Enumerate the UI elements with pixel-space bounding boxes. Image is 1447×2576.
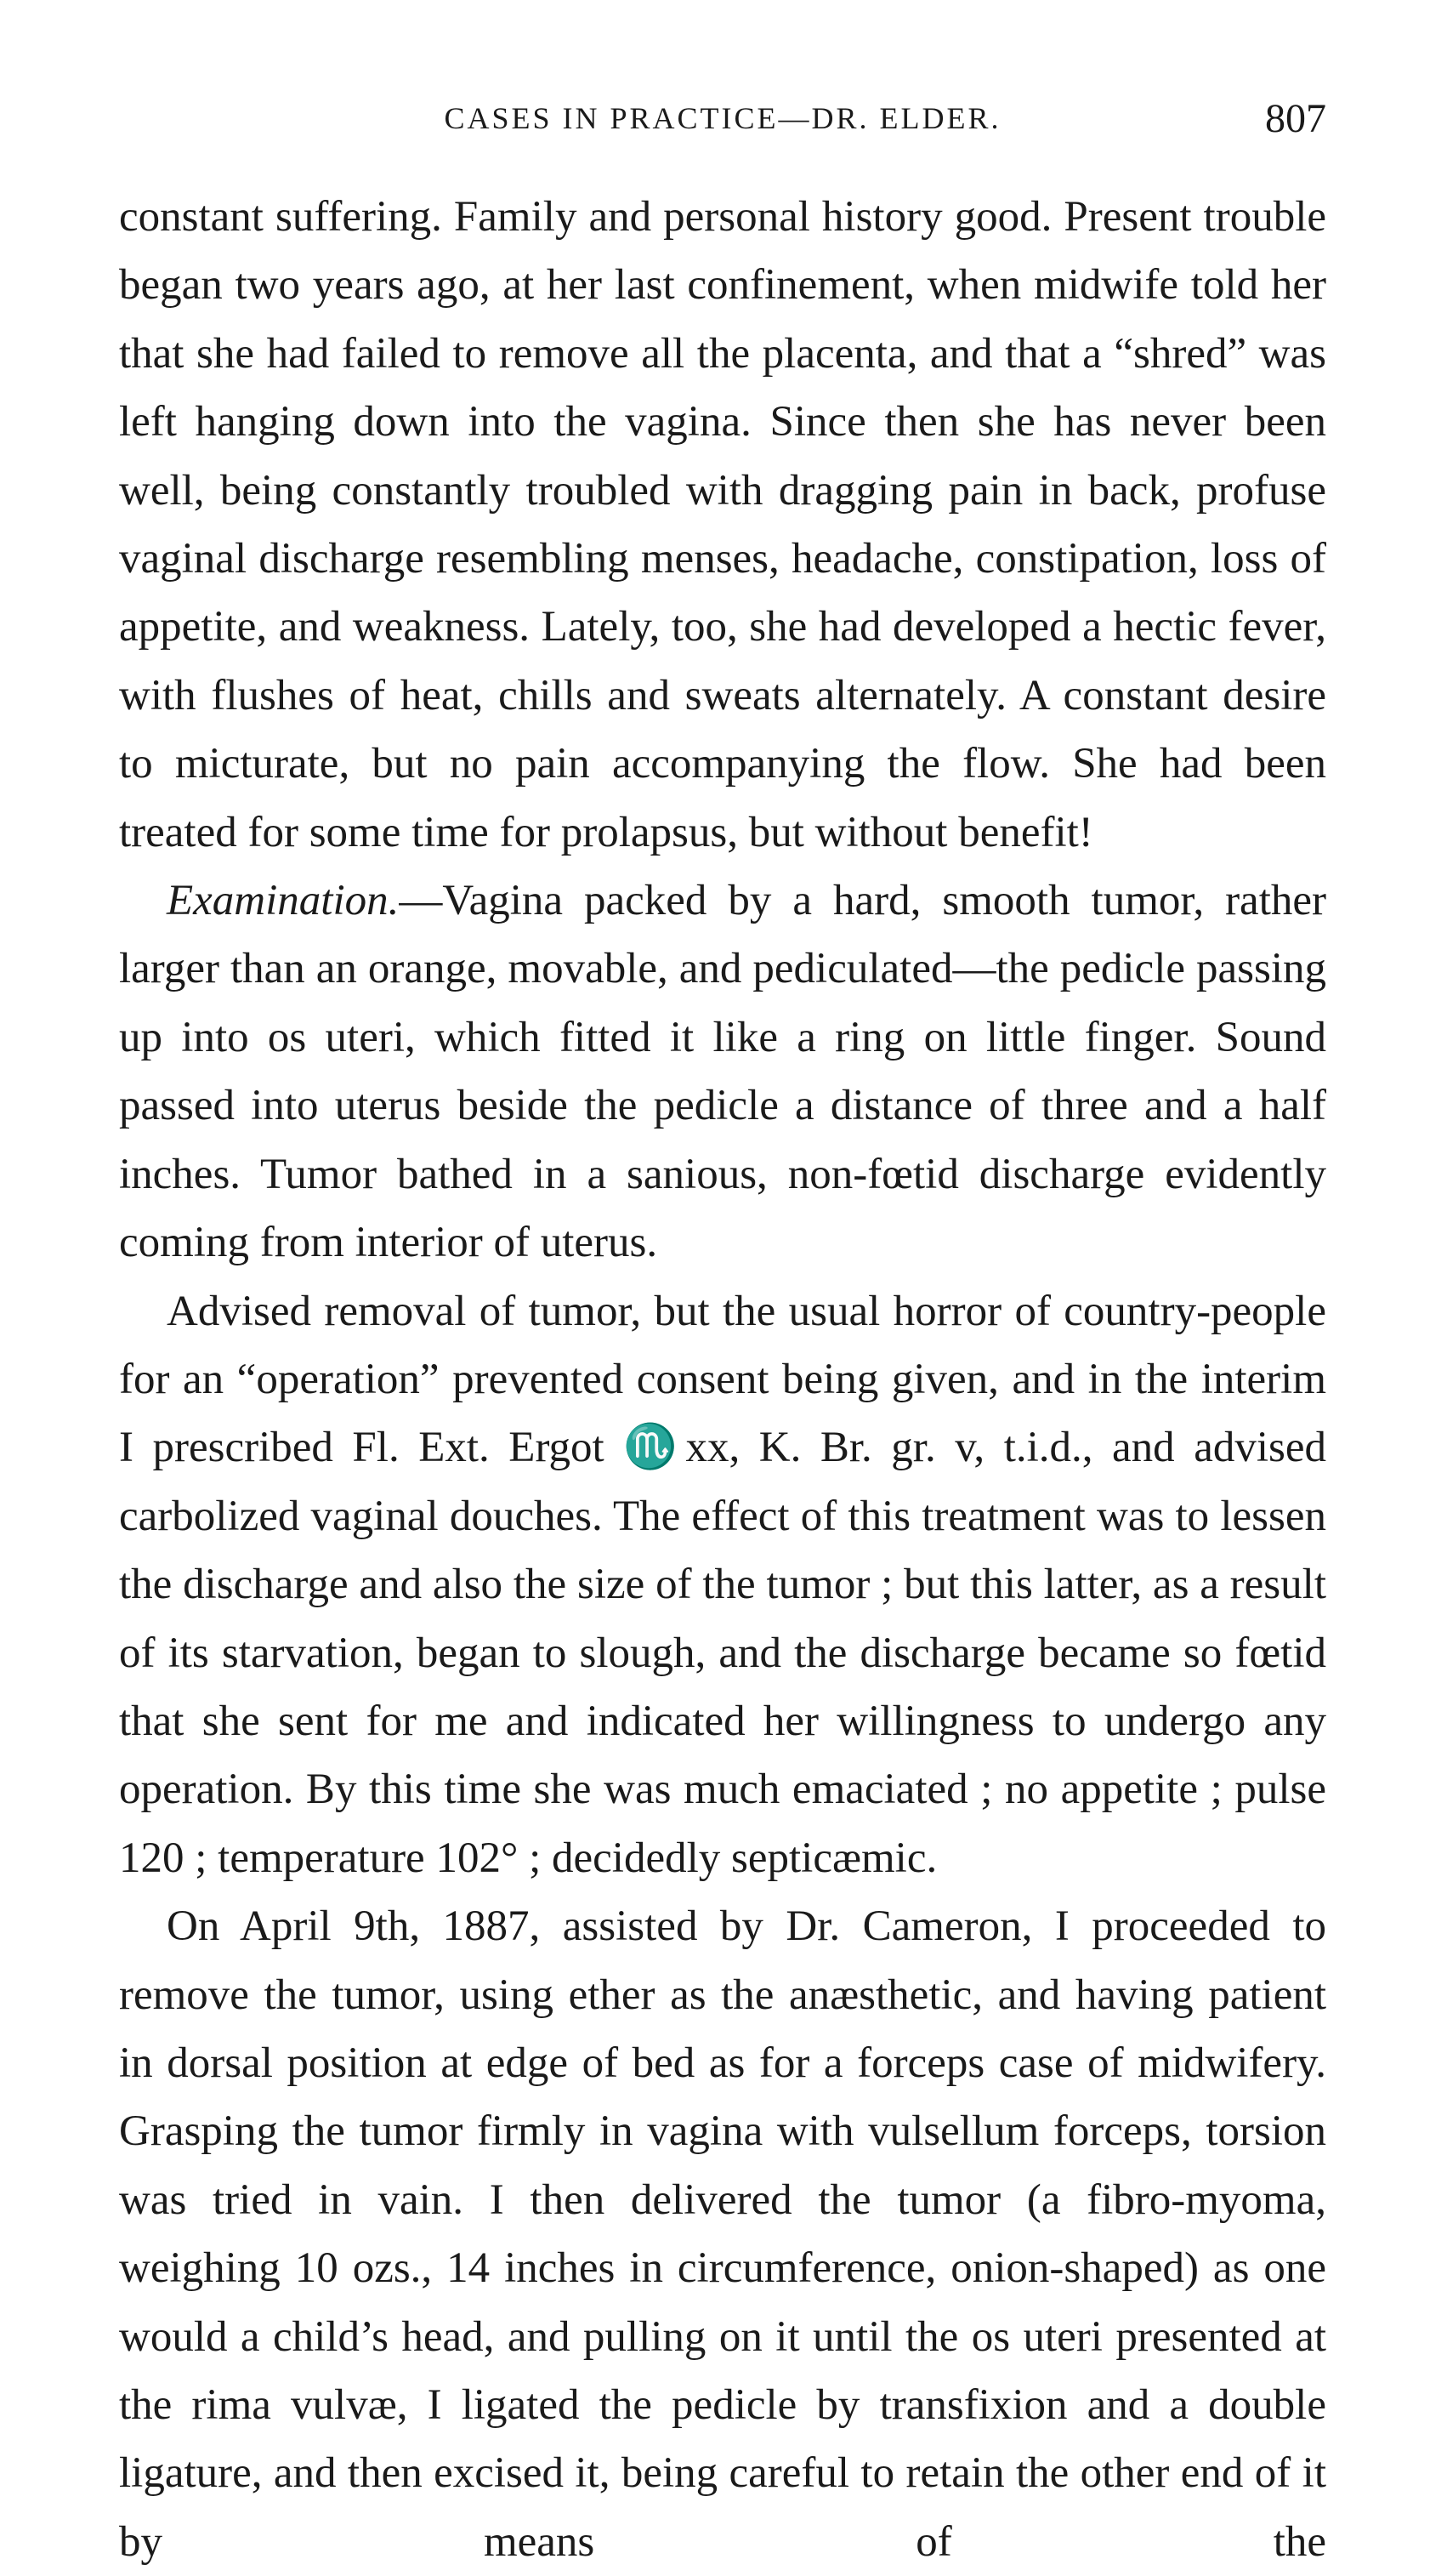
page-number: 807 [1265,96,1326,141]
paragraph-treatment [119,1277,1326,1893]
paragraph-continuation [119,183,1326,867]
running-head [119,95,1326,146]
paragraph-examination [119,867,1326,1277]
paragraph-lead-italic: Examination. [167,877,400,925]
running-title: CASES IN PRACTICE—DR. ELDER. [444,101,1002,135]
paragraph-operation [119,1892,1326,2576]
paragraph-text: On April 9th, 1887, assisted by Dr. Cameron, I proceeded to remove the tumor, using ether as the anæsthetic, and having patient in dorsal position at edge of bed as for a forceps case of midwifery. Grasping the tumor firmly in vagina with vulsellum forceps, torsion was tried in vain. I then delivered the tumor (a fibro-myoma, weighing 10 ozs., 14 inches in circumference, onion-shaped) as one would a child’s head, and pulling on it until the os uteri presented at the rima vulvæ, I ligated the pedicle by transfixion and a double ligature, and then excised it, being careful to retain the other end of it by means of the [119,1902,1326,2566]
paragraph-text: Advised removal of tumor, but the usual horror of country-people for an “operation” prevented consent being given, and in the interim I prescribed Fl. Ext. Ergot ♏xx, K. Br. gr. v, t.i.d., and advised carbolized vaginal douches. The effect of this treatment was to lessen the discharge and also the size of the tumor ; but this latter, as a result of its starvation, began to slough, and the discharge became so fœtid that she sent for me and indicated her willingness to undergo any operation. By this time she was much emaciated ; no appetite ; pulse 120 ; temperature 102° ; decidedly septicæmic. [119,1287,1326,1882]
paragraph-text: constant suffering. Family and personal history good. Present trouble began two years ago, at her last confinement, when midwife told her that she had failed to remove all the placenta, and that a “shred” was left hanging down into the vagina. Since then she has never been well, being constantly troubled with dragging pain in back, profuse vaginal discharge resembling menses, headache, constipation, loss of appetite, and weakness. Lately, too, she had developed a hectic fever, with flushes of heat, chills and sweats alternately. A constant desire to micturate, but no pain accompanying the flow. She had been treated for some time for prolapsus, but without benefit! [119,193,1326,856]
paragraph-text: —Vagina packed by a hard, smooth tumor, rather larger than an orange, movable, and pediculated—the pedicle passing up into os uteri, which fitted it like a ring on little finger. Sound passed into uterus beside the pedicle a distance of three and a half inches. Tumor bathed in a sanious, non-fœtid discharge evidently coming from interior of uterus. [119,877,1326,1267]
body-text [119,183,1326,2576]
